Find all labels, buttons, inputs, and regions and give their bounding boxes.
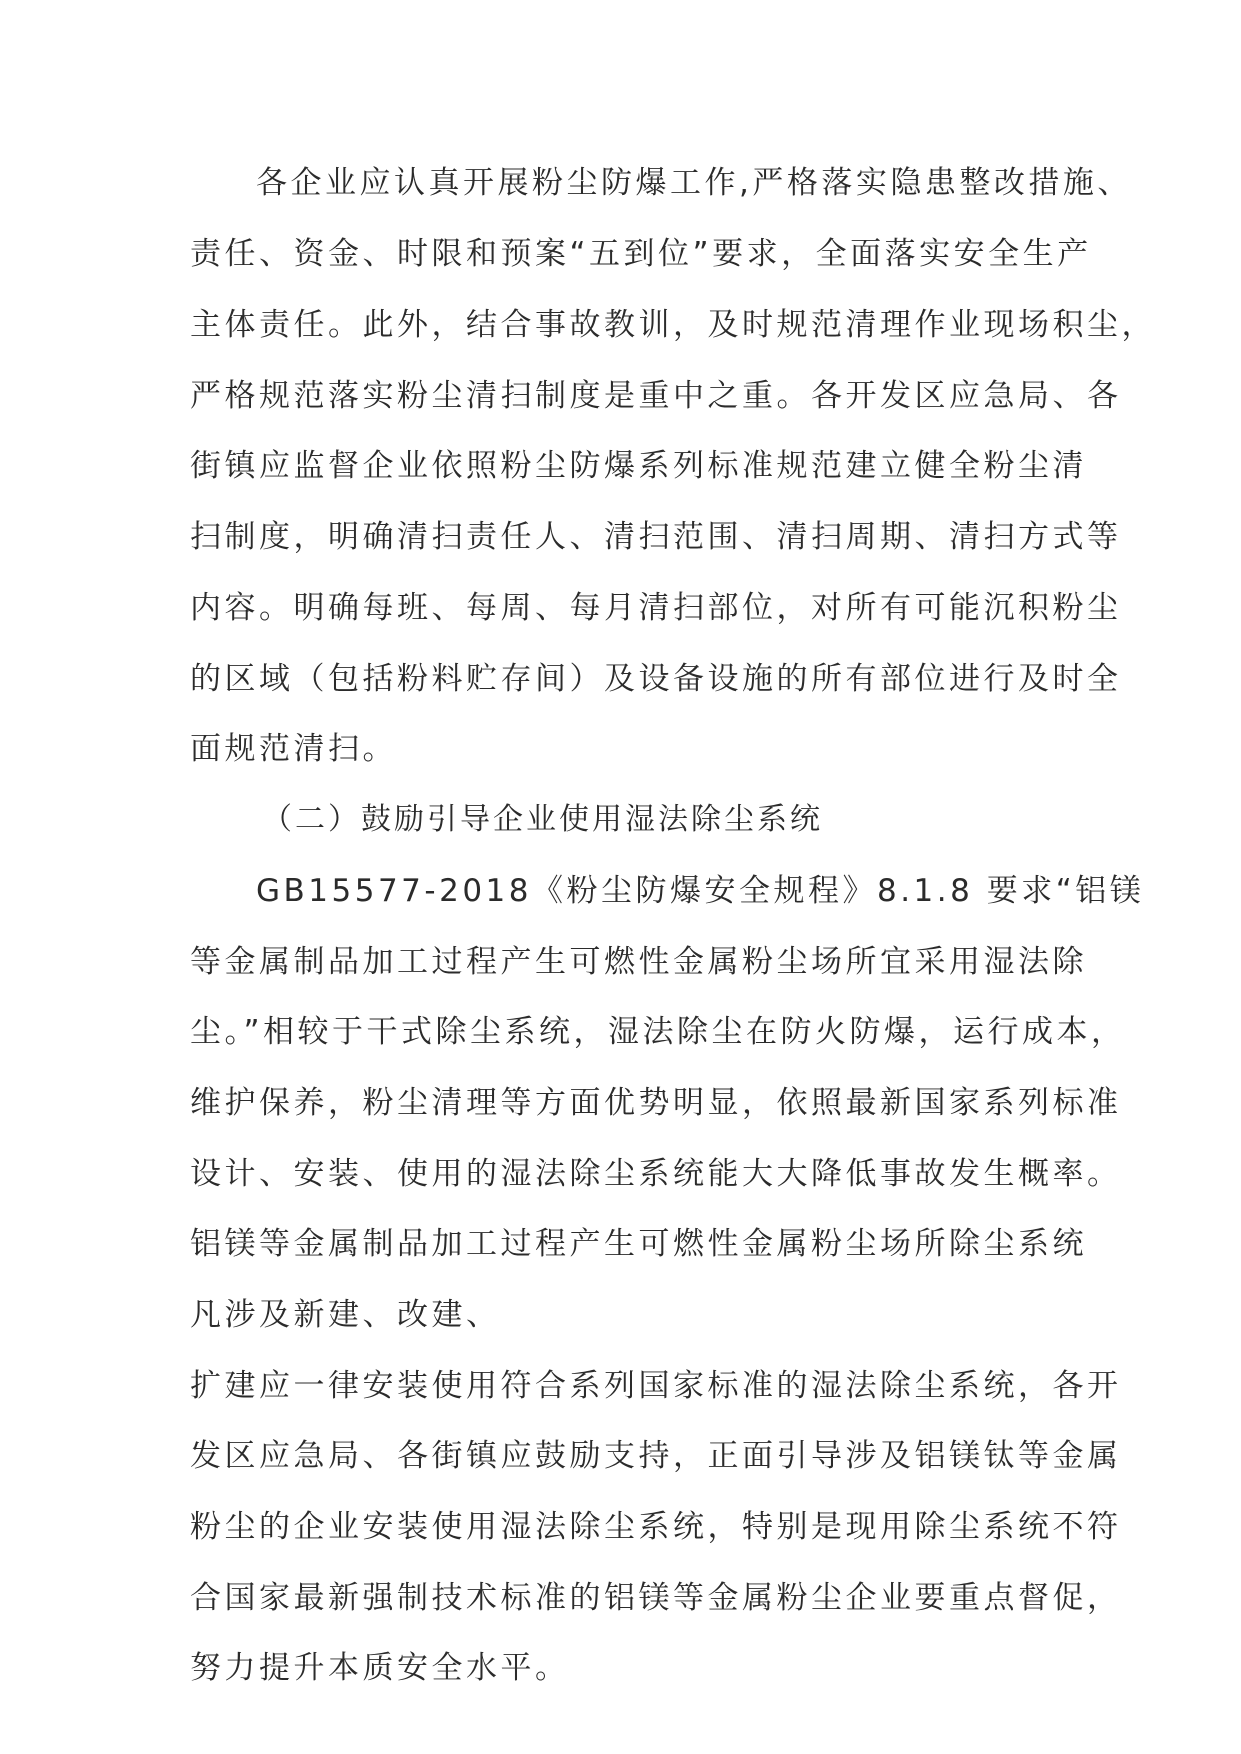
paragraph-2-line-12: 努力提升本质安全水平。 (190, 1650, 570, 1686)
paragraph-2-line-10: 粉尘的企业安装使用湿法除尘系统，特别是现用除尘系统不符 (190, 1509, 1122, 1545)
paragraph-1-line-6: 扫制度，明确清扫责任人、清扫范围、清扫周期、清扫方式等 (190, 519, 1122, 555)
paragraph-1-line-9: 面规范清扫。 (190, 731, 397, 767)
section-heading: （二）鼓励引导企业使用湿法除尘系统 (262, 802, 823, 837)
paragraph-2-line-11: 合国家最新强制技术标准的铝镁等金属粉尘企业要重点督促， (190, 1580, 1122, 1616)
paragraph-1-line-2: 责任、资金、时限和预案“五到位”要求，全面落实安全生产 (190, 236, 1092, 272)
paragraph-1-line-4: 严格规范落实粉尘清扫制度是重中之重。各开发区应急局、各 (190, 378, 1122, 414)
paragraph-1-line-8: 的区域（包括粉料贮存间）及设备设施的所有部位进行及时全 (190, 661, 1122, 697)
paragraph-1-line-5: 街镇应监督企业依照粉尘防爆系列标准规范建立健全粉尘清 (190, 448, 1087, 484)
paragraph-1-line-1: 各企业应认真开展粉尘防爆工作,严格落实隐患整改措施、 (256, 165, 1132, 201)
paragraph-2-line-2: 等金属制品加工过程产生可燃性金属粉尘场所宜采用湿法除 (190, 944, 1087, 980)
paragraph-2-line-5: 设计、安装、使用的湿法除尘系统能大大降低事故发生概率。 (190, 1156, 1122, 1192)
paragraph-2-line-3: 尘。”相较于干式除尘系统，湿法除尘在防火防爆，运行成本， (190, 1014, 1126, 1050)
paragraph-1-line-3: 主体责任。此外，结合事故教训，及时规范清理作业现场积尘， (190, 307, 1156, 343)
paragraph-2-line-6: 铝镁等金属制品加工过程产生可燃性金属粉尘场所除尘系统 (190, 1226, 1087, 1262)
paragraph-2-line-9: 发区应急局、各街镇应鼓励支持，正面引导涉及铝镁钛等金属 (190, 1438, 1122, 1474)
paragraph-2-line-4: 维护保养，粉尘清理等方面优势明显，依照最新国家系列标准 (190, 1085, 1122, 1121)
paragraph-2-line-8: 扩建应一律安装使用符合系列国家标准的湿法除尘系统，各开 (190, 1368, 1122, 1404)
paragraph-2-line-1: GB15577-2018《粉尘防爆安全规程》8.1.8 要求“铝镁 (256, 873, 1145, 909)
paragraph-2-line-7: 凡涉及新建、改建、 (190, 1297, 501, 1333)
paragraph-1-line-7: 内容。明确每班、每周、每月清扫部位，对所有可能沉积粉尘 (190, 590, 1122, 626)
